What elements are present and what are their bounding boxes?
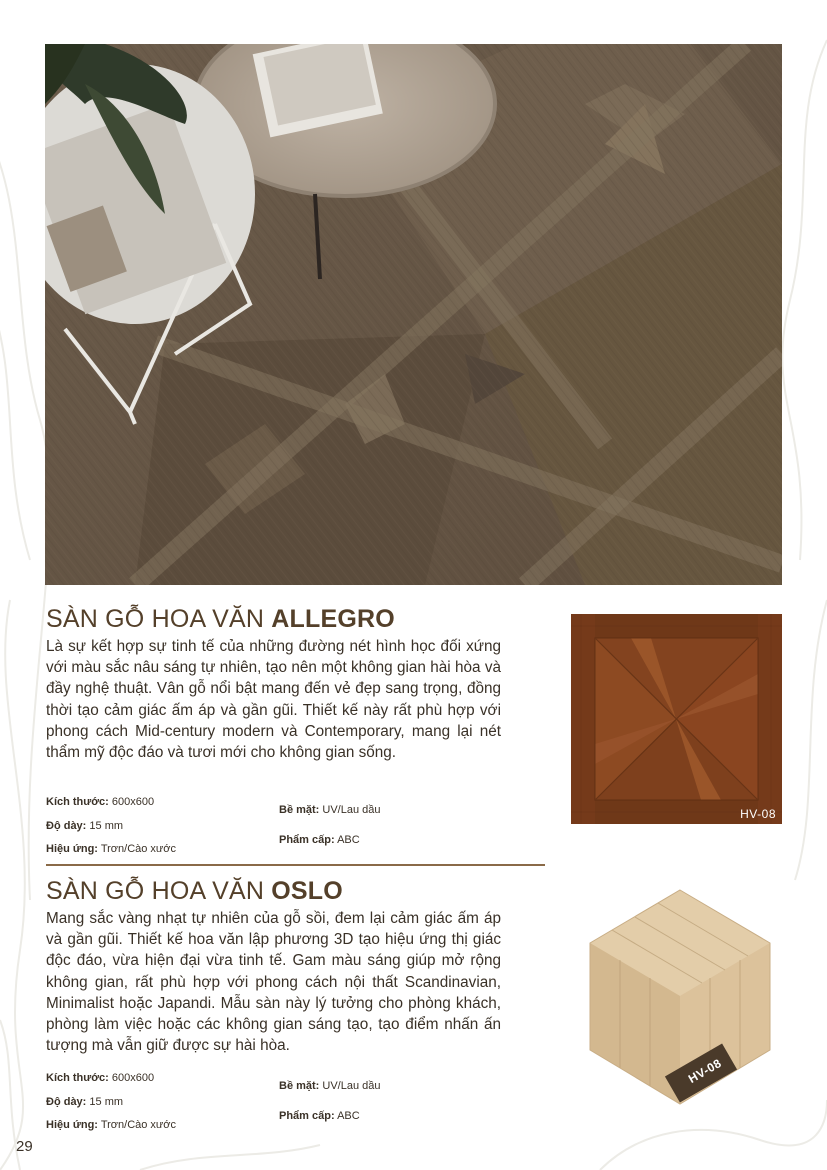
page-number: 29: [16, 1138, 33, 1155]
section-divider: [46, 864, 545, 866]
spec-effect: Hiệu ứng: Trơn/Cào xước: [46, 1119, 176, 1131]
spec-grade: Phẩm cấp: ABC: [279, 1110, 360, 1122]
product-title-oslo: SÀN GỖ HOA VĂN OSLO: [46, 877, 343, 905]
spec-surface: Bề mặt: UV/Lau dầu: [279, 804, 381, 816]
product-title-allegro: SÀN GỖ HOA VĂN ALLEGRO: [46, 605, 395, 633]
hero-floor-photo: [45, 44, 782, 585]
product-description-allegro: Là sự kết hợp sự tinh tế của những đường nét hình học đối xứng với màu sắc nâu sáng tự nhiên, tạo nên một không gian hài hòa và đầy nghệ thuật. Vân gỗ nổi bật mang đến vẻ đẹp sang trọng, đồng thời tạo cảm giác ấm áp và gần gũi. Thiết kế này rất phù hợp với phong cách Mid-century modern và Contemporary, mang lại nét thẩm mỹ độc đáo và tươi mới cho không gian sống.: [46, 638, 501, 762]
spec-thickness: Độ dày: 15 mm: [46, 820, 124, 832]
spec-grade: Phẩm cấp: ABC: [279, 834, 360, 846]
spec-size: Kích thước: 600x600: [46, 1072, 155, 1084]
product-description-oslo: Mang sắc vàng nhạt tự nhiên của gỗ sồi, đem lại cảm giác ấm áp và gần gũi. Thiết kế hoa văn lập phương 3D tạo hiệu ứng thị giác độc đáo, vừa hiện đại vừa tinh tế. Gam màu sáng giúp mở rộng không gian, rất phù hợp với phong cách nội thất Scandinavian, Minimalist hoặc Japandi. Mẫu sàn này lý tưởng cho phòng khách, phòng làm việc hoặc các không gian sáng tạo, tạo điểm nhấn ấn tượng mà vẫn giữ được sự hài hòa.: [46, 910, 501, 1055]
product-code-oslo: HV-08: [685, 1055, 724, 1087]
product-tile-image-oslo: [580, 888, 780, 1108]
product-section-allegro: [46, 604, 556, 763]
product-section-oslo: [46, 876, 556, 1056]
product-tile-image-allegro: [571, 614, 782, 824]
product-code-allegro: HV-08: [740, 807, 776, 821]
spec-effect: Hiệu ứng: Trơn/Cào xước: [46, 843, 176, 855]
spec-surface: Bề mặt: UV/Lau dầu: [279, 1080, 381, 1092]
spec-size: Kích thước: 600x600: [46, 796, 155, 808]
spec-thickness: Độ dày: 15 mm: [46, 1096, 124, 1108]
